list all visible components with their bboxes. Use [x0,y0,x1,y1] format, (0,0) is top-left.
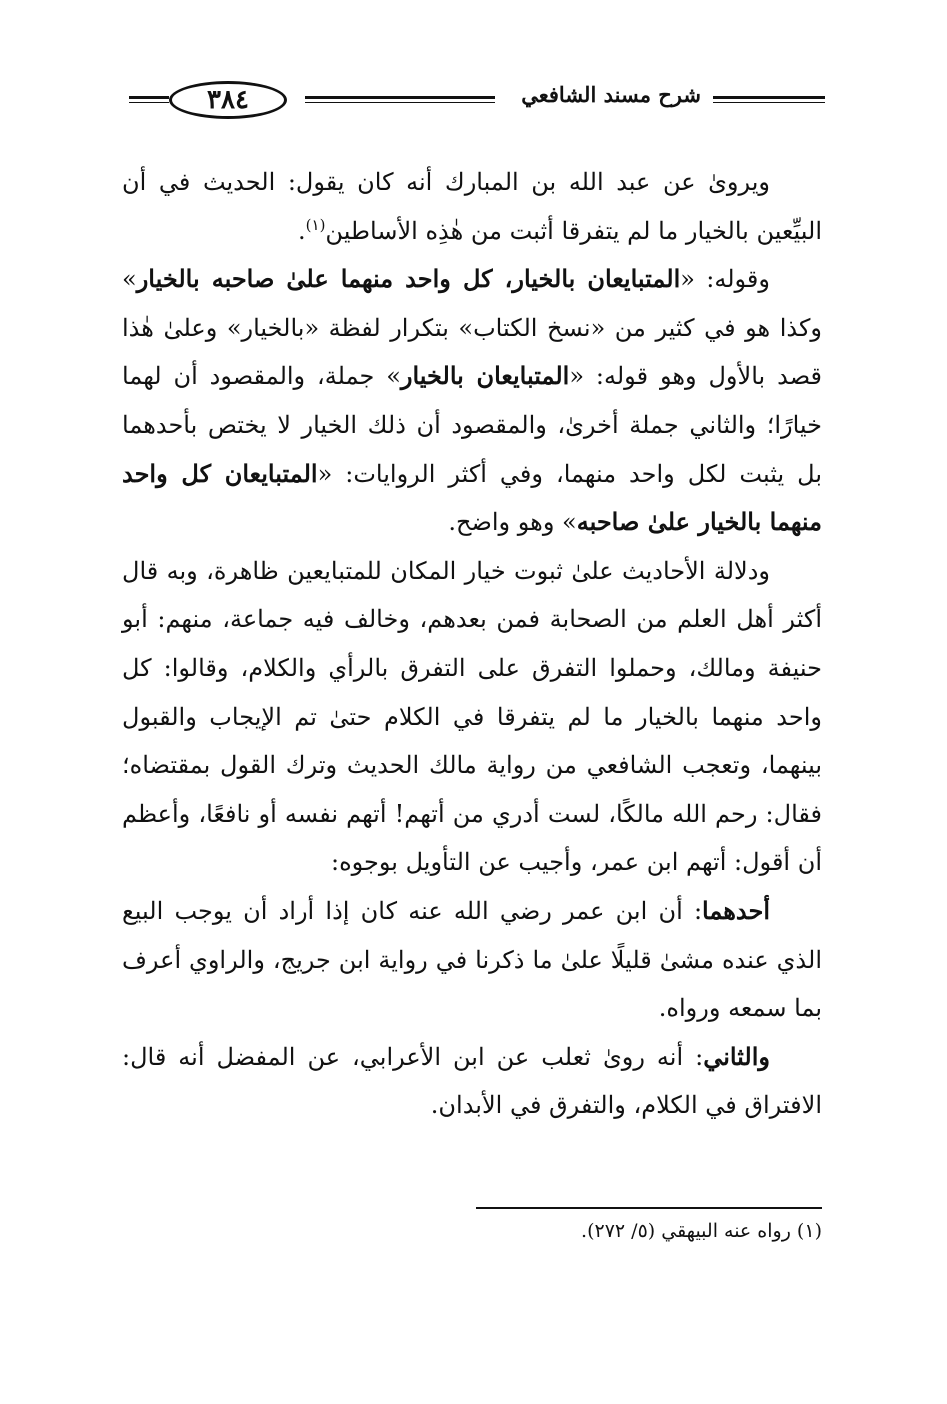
paragraph [122,158,822,255]
quoted-hadith-text: المتبايعان بالخيار [400,361,570,391]
paragraph [122,547,822,887]
footnote: (١) رواه عنه البيهقي (٥/ ٢٧٢). [581,1220,822,1242]
header-rule-right [713,96,825,99]
footnote-separator [476,1207,822,1209]
running-header [125,78,825,126]
quoted-hadith-text: المتبايعان بالخيار، كل واحد منهما علىٰ صاحبه بالخيار [136,264,681,294]
paragraph [122,255,822,547]
header-rule-middle [305,96,495,99]
quoted-hadith-text: المتبايعان كل واحد منهما بالخيار علىٰ صاحبه [122,458,822,537]
text-run: : أن ابن عمر رضي الله عنه كان إذا أراد أن يوجب البيع الذي عنده مشىٰ قليلًا علىٰ ما ذكرنا في رواية ابن جريج، والراوي أعرف بما سمعه ورواه. [122,896,822,1023]
paragraph [122,1033,822,1130]
text-run: ودلالة الأحاديث علىٰ ثبوت خيار المكان للمتبايعين ظاهرة، وبه قال أكثر أهل العلم من الصحابة فمن بعدهم، وخالف فيه جماعة، منهم: أبو حنيفة ومالك، وحملوا التفرق على التفرق بالرأي والكلام، وقالوا: كل واحد منهما بالخيار ما لم يتفرقا في الكلام حتىٰ تم الإيجاب والقبول بينهما، وتعجب الشافعي من رواية مالك الحديث وترك القول بمقتضاه؛ فقال: رحم الله مالكًا، لست أدري من أتهم! أتهم نفسه أو نافعًا، وأعظم أن أقول: أتهم ابن عمر، وأجيب عن التأويل بوجوه: [122,556,822,877]
text-run: : أنه روىٰ ثعلب عن ابن الأعرابي، عن المفضل أنه قال: الافتراق في الكلام، والتفرق في الأبدان. [122,1042,822,1120]
text-run: » جملة، والمقصود أن لهما خيارًا؛ والثاني جملة أخرىٰ، والمقصود أن ذلك الخيار لا يختص بأحدهما بل يثبت لكل واحد منهما، وفي أكثر الروايات: « [122,362,822,488]
page-number-badge: ٣٨٤ [169,81,287,119]
text-run: وقوله: « [680,265,770,294]
text-run: ويروىٰ عن عبد الله بن المبارك أنه كان يقول: الحديث في أن البيِّعين بالخيار ما لم يتفرقا أثبت من هٰذِه الأساطين [122,168,822,245]
quoted-hadith-text: والثاني [703,1041,770,1071]
text-run: » وكذا هو في كثير من «نسخ الكتاب» بتكرار لفظة «بالخيار» وعلىٰ هٰذا قصد بالأول وهو قوله: « [122,265,822,391]
main-text [122,158,822,1130]
text-run: » وهو واضح. [448,508,577,537]
header-rule-left [129,96,169,99]
book-title: شرح مسند الشافعي [521,82,701,107]
text-run: . [298,216,306,245]
paragraph [122,887,822,1033]
footnote-reference: (١) [305,215,326,234]
quoted-hadith-text: أحدهما [702,895,770,925]
